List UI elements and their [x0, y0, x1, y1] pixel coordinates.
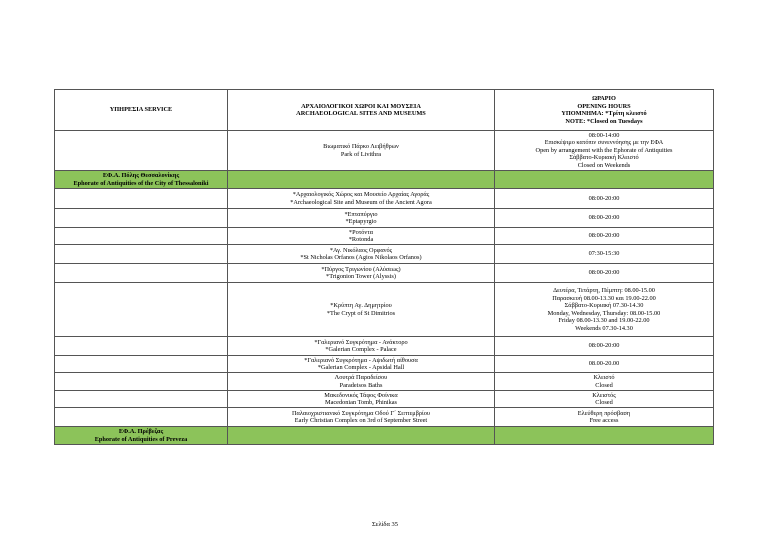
- sites-column-header: ΑΡΧΑΙΟΛΟΓΙΚΟΙ ΧΩΡΟΙ ΚΑΙ ΜΟΥΣΕΙΑ ARCHAEOLOGICAL SITES AND MUSEUMS: [228, 90, 495, 131]
- table-row: [55, 337, 714, 356]
- service-cell: [55, 131, 228, 171]
- service-cell: [55, 264, 228, 283]
- site-cell: *Γαλεριανό Συγκρότημα - Αψιδωτή αίθουσα *Galerian Complex - Apsidal Hall: [228, 356, 495, 373]
- hours-cell: 08:00-20:00: [495, 264, 714, 283]
- table-row: [55, 373, 714, 391]
- site-cell: *Κρύπτη Αγ. Δημητρίου *The Crypt of St Dimitrios: [228, 283, 495, 337]
- site-cell: *Γαλεριανό Συγκρότημα - Ανάκτορο *Galerian Complex - Palace: [228, 337, 495, 356]
- hours-cell: 08:00-20:00: [495, 337, 714, 356]
- service-cell: [55, 189, 228, 209]
- region-empty-cell: [228, 427, 495, 445]
- service-column-header: ΥΠΗΡΕΣΙΑ SERVICE: [55, 90, 228, 131]
- table-row: [55, 408, 714, 427]
- table-row: [55, 391, 714, 408]
- site-cell: Παλαιοχριστιανικό Συγκρότημα Οδού Γ΄ Σεπτεμβρίου Early Christian Complex on 3rd of September Street: [228, 408, 495, 427]
- hours-cell: Ελεύθερη πρόσβαση Free access: [495, 408, 714, 427]
- hours-cell: 08:00-20:00: [495, 189, 714, 209]
- opening-hours-table: [54, 89, 714, 445]
- table-row: [55, 245, 714, 264]
- site-cell: *Αρχαιολογικός Χώρος και Μουσείο Αρχαίας Αγοράς *Archaeological Site and Museum of the Ancient Agora: [228, 189, 495, 209]
- hours-cell: Δευτέρα, Τετάρτη, Πέμπτη: 08.00-15.00 Παρασκευή 08.00-13.30 και 19.00-22.00 Σάββατο-Κυριακή 07.30-14.30 Monday, Wednesday, Thursday: 08.00-15.00 Friday 08.00-13.30 and 19.00-22.00 Weekends 07.30-14.30: [495, 283, 714, 337]
- site-cell: *Επταπύργιο *Eptapyrgio: [228, 209, 495, 228]
- site-cell: *Ροτόντα *Rotonda: [228, 228, 495, 245]
- region-row: [55, 427, 714, 445]
- hours-cell: Κλειστός Closed: [495, 391, 714, 408]
- hours-cell: 07:30-15:30: [495, 245, 714, 264]
- service-cell: [55, 245, 228, 264]
- service-cell: [55, 209, 228, 228]
- table-row: [55, 131, 714, 171]
- table-row: [55, 264, 714, 283]
- site-cell: Λουτρά Παραδείσου Paradeisos Baths: [228, 373, 495, 391]
- site-cell: *Αγ. Νικόλαος Ορφανός *St Nicholas Orfanos (Agios Nikolaos Orfanos): [228, 245, 495, 264]
- table-row: [55, 228, 714, 245]
- site-cell: Βιωματικό Πάρκο Λειβήθρων Park of Livithra: [228, 131, 495, 171]
- region-empty-cell: [495, 171, 714, 189]
- hours-cell: Κλειστό Closed: [495, 373, 714, 391]
- site-cell: *Πύργος Τριγωνίου (Αλύσεως) *Trigonion Tower (Alyssis): [228, 264, 495, 283]
- service-cell: [55, 228, 228, 245]
- table-header-row: [55, 90, 714, 131]
- service-cell: [55, 373, 228, 391]
- table-row: [55, 356, 714, 373]
- region-row: [55, 171, 714, 189]
- region-empty-cell: [228, 171, 495, 189]
- site-cell: Μακεδονικός Τάφος Φοίνικα Macedonian Tomb, Phinikas: [228, 391, 495, 408]
- service-cell: [55, 408, 228, 427]
- hours-cell: 08:00-14:00 Επισκέψιμο κατόπιν συνεννόησης με την ΕΦΑ Open by arrangement with the Ephorate of Antiquities Σάββατο-Κυριακή Κλειστό Closed on Weekends: [495, 131, 714, 171]
- region-empty-cell: [495, 427, 714, 445]
- table-row: [55, 209, 714, 228]
- service-cell: [55, 391, 228, 408]
- table-row: [55, 189, 714, 209]
- hours-column-header: ΩΡΑΡΙΟ OPENING HOURS ΥΠΟΜΝΗΜΑ: *Τρίτη κλειστό NOTE: *Closed on Tuesdays: [495, 90, 714, 131]
- hours-cell: 08.00-20.00: [495, 356, 714, 373]
- table-row: [55, 283, 714, 337]
- hours-cell: 08:00-20:00: [495, 228, 714, 245]
- region-cell: ΕΦ.Α. Πρέβεζας Ephorate of Antiquities of Preveza: [55, 427, 228, 445]
- hours-cell: 08:00-20:00: [495, 209, 714, 228]
- page-number: Σελίδα 35: [371, 521, 398, 528]
- service-cell: [55, 337, 228, 356]
- service-cell: [55, 283, 228, 337]
- service-cell: [55, 356, 228, 373]
- region-cell: ΕΦ.Α. Πόλης Θεσσαλονίκης Ephorate of Antiquities of the City of Thessaloniki: [55, 171, 228, 189]
